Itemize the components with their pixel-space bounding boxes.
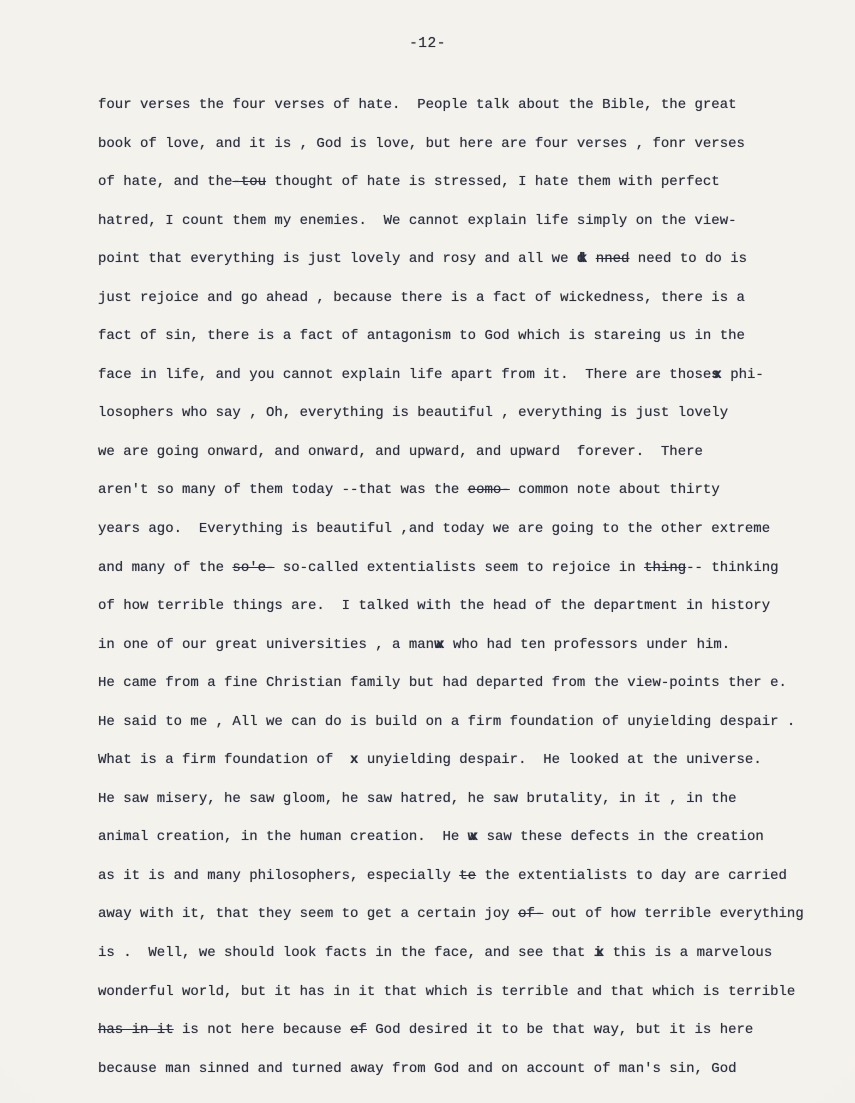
- text-segment: He came from a fine Christian family but had departed from the view-points ther e.: [98, 675, 787, 692]
- text-segment: He saw misery, he saw gloom, he saw hatred, he saw brutality, in it , in the: [98, 790, 737, 807]
- struck-text: te: [459, 867, 477, 884]
- text-body: [98, 86, 804, 1088]
- text-line: [98, 973, 804, 1012]
- text-line: [98, 202, 804, 241]
- text-segment: -- thinking: [686, 559, 779, 576]
- text-line: [98, 664, 804, 703]
- text-segment: point that everything is just lovely and rosy and all we: [98, 251, 577, 268]
- overtyped-text: wx: [467, 829, 472, 846]
- struck-text: of-: [518, 906, 544, 923]
- text-line: [98, 741, 804, 780]
- text-line: [98, 587, 804, 626]
- overtyped-text: sx: [711, 366, 716, 383]
- text-segment: animal creation, in the human creation. He: [98, 829, 468, 846]
- text-line: [98, 510, 804, 549]
- overtyped-text: ix: [593, 945, 598, 962]
- page-number: -12-: [409, 36, 446, 52]
- text-segment: What is a firm foundation of: [98, 752, 351, 769]
- text-segment: saw these defects in the creation: [478, 829, 764, 846]
- text-line: [98, 317, 804, 356]
- text-segment: need to do is: [629, 251, 748, 268]
- text-segment: because man sinned and turned away from God and on account of man's sin, God: [98, 1060, 737, 1077]
- text-line: [98, 934, 804, 973]
- text-segment: and many of the: [98, 559, 233, 576]
- text-line: [98, 549, 804, 588]
- text-segment: we are going onward, and onward, and upward, and upward forever. There: [98, 443, 703, 460]
- text-segment: is not here because: [173, 1022, 351, 1039]
- text-segment: thought of hate is stressed, I hate them with perfect: [266, 174, 720, 191]
- text-line: [98, 1011, 804, 1050]
- text-segment: so-called extentialists seem to rejoice in: [274, 559, 645, 576]
- text-line: [98, 86, 804, 125]
- text-segment: years ago. Everything is beautiful ,and today we are going to the other extreme: [98, 521, 771, 538]
- text-line: [98, 394, 804, 433]
- text-segment: who had ten professors under him.: [444, 636, 731, 653]
- text-line: [98, 279, 804, 318]
- text-segment: God desired it to be that way, but it is here: [366, 1022, 754, 1039]
- text-segment: fact of sin, there is a fact of antagonism to God which is stareing us in the: [98, 328, 745, 345]
- text-segment: in one of our great universities , a man: [98, 636, 435, 653]
- text-segment: common note about thirty: [509, 482, 720, 499]
- text-segment: phi-: [721, 366, 764, 383]
- text-line: [98, 780, 804, 819]
- text-line: [98, 125, 804, 164]
- struck-text: so'e-: [232, 559, 275, 576]
- text-segment: just rejoice and go ahead , because there is a fact of wickedness, there is a: [98, 289, 745, 306]
- text-line: [98, 356, 804, 395]
- text-segment: aren't so many of them today --that was the: [98, 482, 468, 499]
- text-line: [98, 895, 804, 934]
- text-segment: out of how terrible everything: [543, 906, 804, 923]
- text-segment: away with it, that they seem to get a certain joy: [98, 906, 519, 923]
- struck-text: -tou: [232, 174, 267, 191]
- struck-text: thing: [644, 559, 687, 576]
- text-segment: unyielding despair. He looked at the universe.: [358, 752, 762, 769]
- text-segment: book of love, and it is , God is love, but here are four verses , fonr verses: [98, 135, 745, 152]
- text-segment: losophers who say , Oh, everything is beautiful , everything is just lovely: [98, 405, 729, 422]
- text-segment: wonderful world, but it has in it that which is terrible and that which is terrible: [98, 983, 796, 1000]
- struck-text: nned: [595, 251, 630, 268]
- text-segment: as it is and many philosophers, especially: [98, 867, 460, 884]
- text-segment: four verses the four verses of hate. People talk about the Bible, the great: [98, 97, 737, 113]
- text-segment: this is a marvelous: [604, 945, 773, 962]
- text-line: [98, 471, 804, 510]
- overtyped-text: x: [350, 752, 353, 769]
- text-segment: of hate, and the: [98, 174, 233, 191]
- text-line: [98, 703, 804, 742]
- struck-text: has in it: [98, 1022, 174, 1039]
- text-segment: face in life, and you cannot explain life apart from it. There are those: [98, 366, 712, 383]
- text-line: [98, 1050, 804, 1089]
- text-segment: He said to me , All we can do is build on a firm foundation of unyielding despair .: [98, 713, 796, 730]
- text-segment: hatred, I count them my enemies. We cannot explain life simply on the view-: [98, 212, 737, 229]
- overtyped-text: dk: [576, 251, 582, 268]
- text-segment: [587, 251, 595, 267]
- text-line: [98, 626, 804, 665]
- text-line: [98, 433, 804, 472]
- text-segment: the extentialists to day are carried: [476, 867, 787, 884]
- text-line: [98, 163, 804, 202]
- text-segment: of how terrible things are. I talked with the head of the department in history: [98, 598, 771, 615]
- overtyped-text: wx: [434, 636, 439, 653]
- struck-text: ef: [350, 1022, 367, 1039]
- text-line: [98, 857, 804, 896]
- text-line: [98, 240, 804, 279]
- text-segment: is . Well, we should look facts in the face, and see that: [98, 945, 594, 962]
- struck-text: eomo-: [467, 482, 510, 499]
- text-line: [98, 818, 804, 857]
